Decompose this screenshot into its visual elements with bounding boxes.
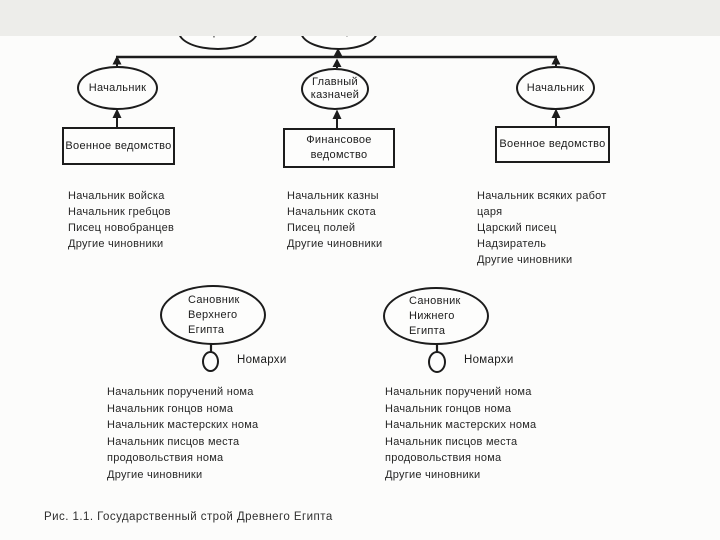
dignitary-upper-line3: Египта bbox=[188, 323, 225, 336]
list-item: продовольствия нома bbox=[385, 452, 502, 464]
list-item: Царский писец bbox=[477, 222, 557, 234]
list-item: Начальник гонцов нома bbox=[107, 402, 234, 415]
list-item: Начальник гонцов нома bbox=[385, 402, 512, 415]
dept-finance-line2: ведомство bbox=[310, 149, 368, 161]
list-nome-lower-officials bbox=[385, 384, 536, 483]
list-item: Начальник гребцов bbox=[68, 206, 171, 218]
list-item: Начальник казны bbox=[287, 190, 379, 202]
list-item: Другие чиновники bbox=[107, 468, 203, 481]
list-item: Начальник мастерских нома bbox=[385, 419, 537, 431]
dignitary-lower-line1: Сановник bbox=[409, 294, 461, 307]
arrowhead-dept-middle bbox=[333, 110, 342, 120]
figure-caption: Рис. 1.1. Государственный строй Древнего Египта bbox=[44, 511, 333, 523]
list-item: Начальник поручений нома bbox=[107, 386, 254, 398]
list-item: Начальник мастерских нома bbox=[107, 419, 259, 431]
dept-military-left bbox=[62, 127, 175, 165]
node-dignitary-upper-egypt bbox=[160, 285, 266, 345]
node-chief-right-label: Начальник bbox=[526, 81, 585, 94]
list-item: Начальник писцов места bbox=[385, 435, 518, 448]
node-chief-treasurer-line2: казначей bbox=[310, 89, 360, 101]
dept-finance-line1: Финансовое bbox=[306, 134, 372, 146]
list-item: Надзиратель bbox=[477, 238, 547, 250]
list-item: Другие чиновники bbox=[68, 238, 164, 250]
dignitary-upper-line2: Верхнего bbox=[188, 308, 238, 321]
list-item: царя bbox=[477, 206, 503, 218]
list-military-left-officials bbox=[68, 188, 174, 252]
nomarchs-label-right: Номархи bbox=[464, 354, 514, 366]
list-item: продовольствия нома bbox=[107, 452, 224, 464]
node-chief-left-label: Начальник bbox=[88, 81, 147, 94]
caption-strip bbox=[0, 0, 720, 36]
list-item: Другие чиновники bbox=[287, 238, 383, 250]
nomarch-circle-right bbox=[428, 351, 446, 373]
node-dignitary-lower-egypt bbox=[383, 287, 489, 345]
list-item: Писец новобранцев bbox=[68, 222, 175, 234]
list-item: Начальник поручений нома bbox=[385, 386, 532, 398]
dignitary-lower-line2: Нижнего bbox=[409, 309, 455, 322]
list-treasury-officials bbox=[287, 188, 382, 252]
node-chief-right bbox=[516, 66, 595, 110]
nomarch-circle-left bbox=[202, 351, 219, 372]
list-item: Писец полей bbox=[287, 222, 356, 234]
list-item: Другие чиновники bbox=[477, 254, 573, 266]
node-chief-treasurer bbox=[301, 68, 369, 110]
dept-military-right bbox=[495, 126, 610, 163]
nomarchs-label-left: Номархи bbox=[237, 354, 287, 366]
list-item: Начальник всяких работ bbox=[477, 190, 607, 202]
dept-finance bbox=[283, 128, 395, 168]
dignitary-lower-line3: Египта bbox=[409, 324, 446, 337]
list-item: Начальник писцов места bbox=[107, 435, 240, 448]
list-royal-works-officials bbox=[477, 188, 607, 268]
node-chief-left bbox=[77, 66, 158, 110]
dignitary-upper-line1: Сановник bbox=[188, 293, 240, 306]
list-item: Другие чиновники bbox=[385, 468, 481, 481]
list-item: Начальник войска bbox=[68, 190, 165, 202]
node-chief-treasurer-line1: Главный bbox=[312, 76, 358, 88]
dept-military-right-label: Военное ведомство bbox=[499, 138, 606, 150]
list-nome-upper-officials bbox=[107, 384, 258, 483]
list-item: Начальник скота bbox=[287, 206, 376, 218]
arrowhead-treasurer bbox=[333, 59, 342, 68]
dept-military-left-label: Военное ведомство bbox=[65, 139, 172, 152]
